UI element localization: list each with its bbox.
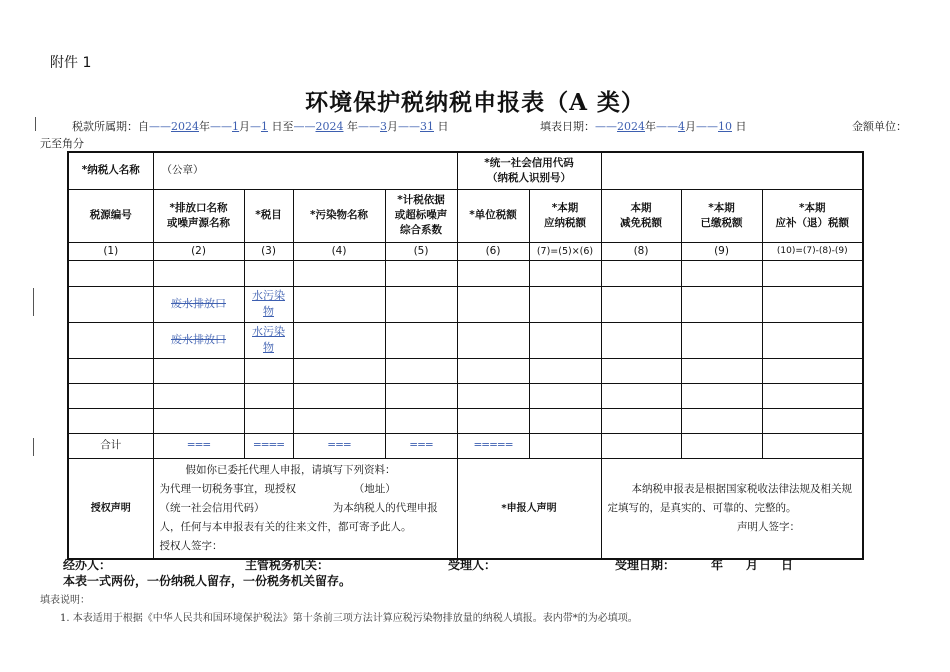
col-number: (8) [601, 242, 681, 260]
unit-value: 元至角分 [40, 137, 84, 150]
margin-mark [33, 438, 34, 456]
table-row [68, 260, 863, 286]
handler-label: 经办人： [63, 558, 112, 572]
table-row [68, 358, 863, 383]
taxpayer-name-label: *纳税人名称 [68, 152, 153, 189]
total-label: 合计 [68, 433, 153, 458]
margin-mark [33, 288, 34, 316]
instruction-item-1: 1. 本表适用于根据《中华人民共和国环境保护税法》第十条前三项方法计算应税污染物排放量的纳税人填报。表内带*的为必填项。 [60, 613, 638, 624]
authorization-text[interactable]: 假如你已委托代理人申报，请填写下列资料： 为代理一切税务事宜，现授权 （地址） （统一社会信用代码） 为本纳税人的代理申报人，任何与本申报表有关的往来文件，都可寄予此人。 授权人签字： [153, 458, 457, 559]
total-mark: ==== [244, 433, 293, 458]
taxpayer-row [68, 152, 863, 189]
fill-date-line: 填表日期：——2024年——4月——10 日 [540, 120, 747, 133]
col-number: (4) [293, 242, 385, 260]
outlet-name-cell[interactable]: 废水排放口 [153, 322, 244, 358]
fill-month: 4 [678, 120, 685, 133]
outlet-name-cell[interactable]: 废水排放口 [153, 286, 244, 322]
header-cell: *税目 [244, 189, 293, 242]
col-number: (6) [457, 242, 529, 260]
table-row [68, 383, 863, 408]
fill-year: 2024 [617, 120, 645, 133]
credit-code-label: *统一社会信用代码 （纳税人识别号） [457, 152, 601, 189]
header-cell: *本期 应纳税额 [529, 189, 601, 242]
period-end-day: 31 [420, 120, 434, 133]
header-row [68, 189, 863, 242]
applicant-signature: 声明人签字： [737, 520, 801, 533]
applicant-declaration-label: *申报人声明 [457, 458, 601, 559]
total-mark: === [385, 433, 457, 458]
period-start-month: 1 [232, 120, 239, 133]
header-cell: 税源编号 [68, 189, 153, 242]
applicant-declaration-text[interactable]: 本纳税申报表是根据国家税收法律法规及相关规定填写的，是真实的、可靠的、完整的。 声明人签字： [601, 458, 863, 559]
col-number: (1) [68, 242, 153, 260]
header-cell: *单位税额 [457, 189, 529, 242]
total-mark: === [293, 433, 385, 458]
period-line: 税款所属期：自——2024年——1月—1 日至——2024 年——3月——31 日 [72, 120, 449, 133]
total-mark: === [153, 433, 244, 458]
receive-date-label: 受理日期： [615, 558, 676, 572]
tax-item-cell[interactable]: 水污染 物 [244, 322, 293, 358]
fill-date-label: 填表日期： [540, 120, 595, 133]
column-number-row [68, 242, 863, 260]
credit-code-field[interactable] [601, 152, 863, 189]
margin-mark [35, 117, 36, 131]
declaration-row [68, 458, 863, 559]
table-row [68, 408, 863, 433]
header-cell: *排放口名称 或噪声源名称 [153, 189, 244, 242]
copies-note: 本表一式两份，一份纳税人留存，一份税务机关留存。 [63, 574, 352, 588]
tax-item-cell[interactable]: 水污染 物 [244, 286, 293, 322]
col-number: (10)=(7)-(8)-(9) [762, 242, 863, 260]
header-cell: *本期 应补（退）税额 [762, 189, 863, 242]
header-cell: *计税依据 或超标噪声 综合系数 [385, 189, 457, 242]
total-mark: ===== [457, 433, 529, 458]
col-number: (2) [153, 242, 244, 260]
period-label: 税款所属期：自 [72, 120, 149, 133]
period-start-day: 1 [261, 120, 268, 133]
instructions-label: 填表说明： [40, 595, 90, 606]
period-end-year: 2024 [315, 120, 344, 133]
receiver-label: 受理人： [448, 558, 497, 572]
table-row [68, 322, 863, 358]
unit-label: 金额单位： [852, 120, 907, 133]
col-number: (3) [244, 242, 293, 260]
period-end-month: 3 [380, 120, 387, 133]
col-number: (9) [681, 242, 762, 260]
tax-authority-label: 主管税务机关： [245, 558, 330, 572]
table-row [68, 286, 863, 322]
taxpayer-name-field[interactable]: （公章） [153, 152, 457, 189]
declaration-table [67, 151, 864, 560]
form-title: 环境保护税纳税申报表（A 类） [305, 89, 645, 116]
col-number: (7)=(5)×(6) [529, 242, 601, 260]
authorization-label: 授权声明 [68, 458, 153, 559]
header-cell: *污染物名称 [293, 189, 385, 242]
fill-day: 10 [718, 120, 732, 133]
annex-label: 附件 1 [50, 55, 92, 71]
period-start-year: 2024 [171, 120, 199, 133]
total-row [68, 433, 863, 458]
header-cell: 本期 减免税额 [601, 189, 681, 242]
header-cell: *本期 已缴税额 [681, 189, 762, 242]
col-number: (5) [385, 242, 457, 260]
